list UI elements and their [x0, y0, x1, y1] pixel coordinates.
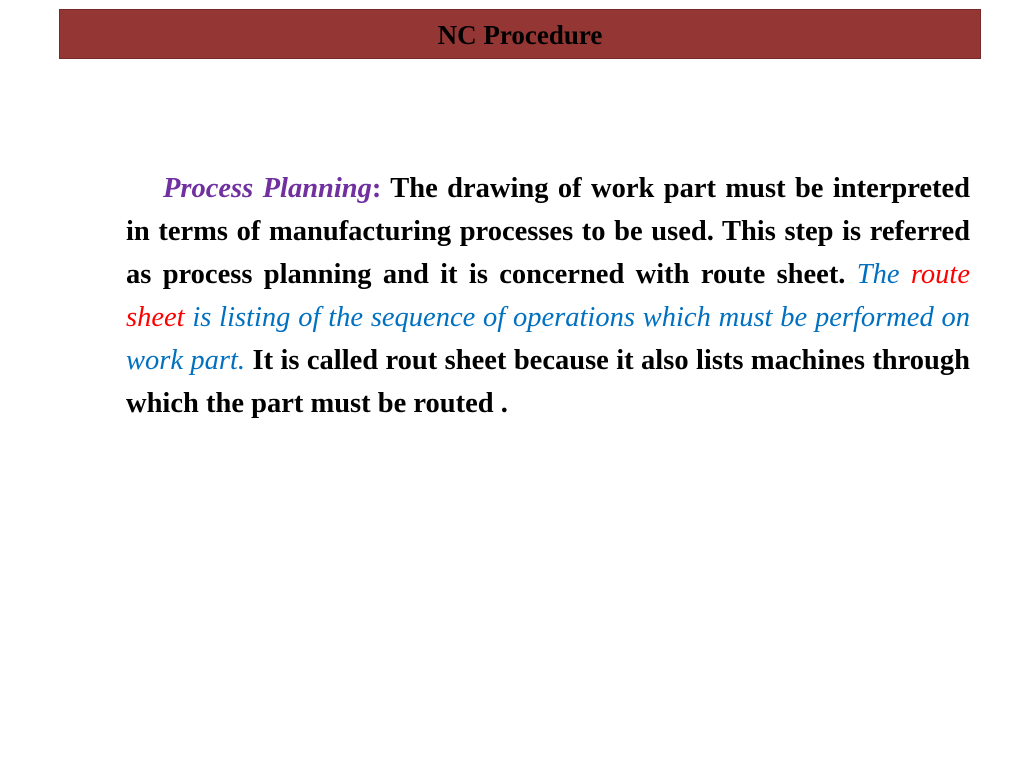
slide-title: NC Procedure: [437, 20, 603, 50]
term-process-planning: Process Planning: [163, 173, 372, 204]
term-colon: :: [371, 173, 382, 204]
definition-start: The: [856, 259, 911, 290]
title-bar: [59, 9, 981, 59]
paragraph-text-closing: It is called rout sheet because it also lists machines through which the part must be routed .: [126, 345, 970, 419]
paragraph-text-intro: The drawing of work part must be interpreted in terms of manufacturing processes to be used. This step is referred as process planning and it is concerned with route sheet.: [126, 173, 971, 290]
definition-end: is listing of the sequence of operations which must be performed on work part.: [126, 302, 970, 376]
process-planning-paragraph: [126, 167, 970, 425]
keyword-route-sheet: route sheet: [126, 259, 970, 333]
